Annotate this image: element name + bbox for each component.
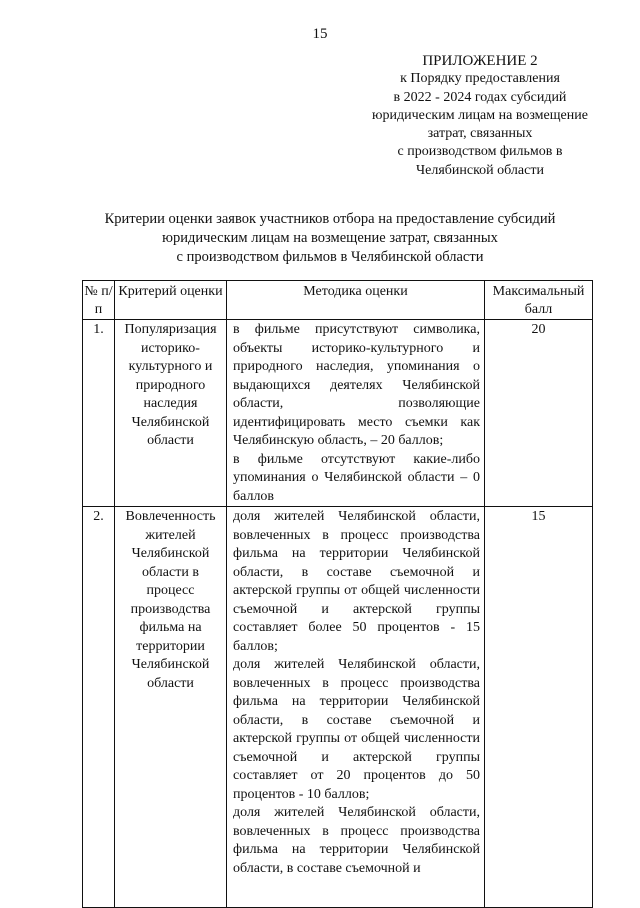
row-method xyxy=(227,507,485,908)
method-paragraph: доля жителей Челябинской области, вовлеченных в процесс производства фильма на территории Челябинской области, в составе съемочной и актерской группы от общей численности съемочной и актерской группы составляет от 20 процентов до 50 процентов - 10 баллов; xyxy=(233,657,480,802)
document-title xyxy=(60,210,600,267)
method-paragraph: в фильме отсутствуют какие-либо упоминания о Челябинской области – 0 баллов xyxy=(233,451,480,504)
header-max-score: Максимальный балл xyxy=(485,281,593,320)
method-paragraph: доля жителей Челябинской области, вовлеченных в процесс производства фильма на территории Челябинской области, в составе съемочной и актерской группы от общей численности съемочной и актерской группы составляет более 50 процентов - 15 баллов; xyxy=(233,509,480,654)
row-num: 2. xyxy=(83,507,115,908)
table-row xyxy=(83,320,593,507)
header-method: Методика оценки xyxy=(227,281,485,320)
appendix-line: юридическим лицам на возмещение xyxy=(372,107,588,123)
row-num: 1. xyxy=(83,320,115,507)
appendix-line: с производством фильмов в xyxy=(397,144,563,160)
header-criterion: Критерий оценки xyxy=(115,281,227,320)
appendix-line: Челябинской области xyxy=(416,162,544,178)
appendix-line: к Порядку предоставления xyxy=(400,71,560,87)
title-line: юридическим лицам на возмещение затрат, связанных xyxy=(162,230,498,246)
row-max-score: 15 xyxy=(485,507,593,908)
criteria-table xyxy=(82,280,593,908)
appendix-line: в 2022 - 2024 годах субсидий xyxy=(393,89,567,105)
table-header-row xyxy=(83,281,593,320)
row-max-score: 20 xyxy=(485,320,593,507)
appendix-heading: ПРИЛОЖЕНИЕ 2 xyxy=(422,53,538,69)
method-paragraph: в фильме присутствуют символика, объекты историко-культурного и природного наследия, упоминания о выдающихся деятелях Челябинской области, позволяющие идентифицировать место съемки как Челябинскую область, – 20 баллов; xyxy=(233,322,480,448)
table-row xyxy=(83,507,593,908)
header-num: № п/п xyxy=(83,281,115,320)
title-line: Критерии оценки заявок участников отбора на предоставление субсидий xyxy=(104,211,556,227)
appendix-line: затрат, связанных xyxy=(427,126,533,142)
method-paragraph: доля жителей Челябинской области, вовлеченных в процесс производства фильма на территории Челябинской области, в составе съемочной и xyxy=(233,805,480,876)
row-method xyxy=(227,320,485,507)
row-criterion: Популяризация историко-культурного и природного наследия Челябинской области xyxy=(115,320,227,507)
appendix-block xyxy=(350,52,610,180)
row-criterion: Вовлеченность жителей Челябинской области в процесс производства фильма на территории Челябинской области xyxy=(115,507,227,908)
page-number: 15 xyxy=(312,26,328,42)
title-line: с производством фильмов в Челябинской области xyxy=(176,249,484,265)
